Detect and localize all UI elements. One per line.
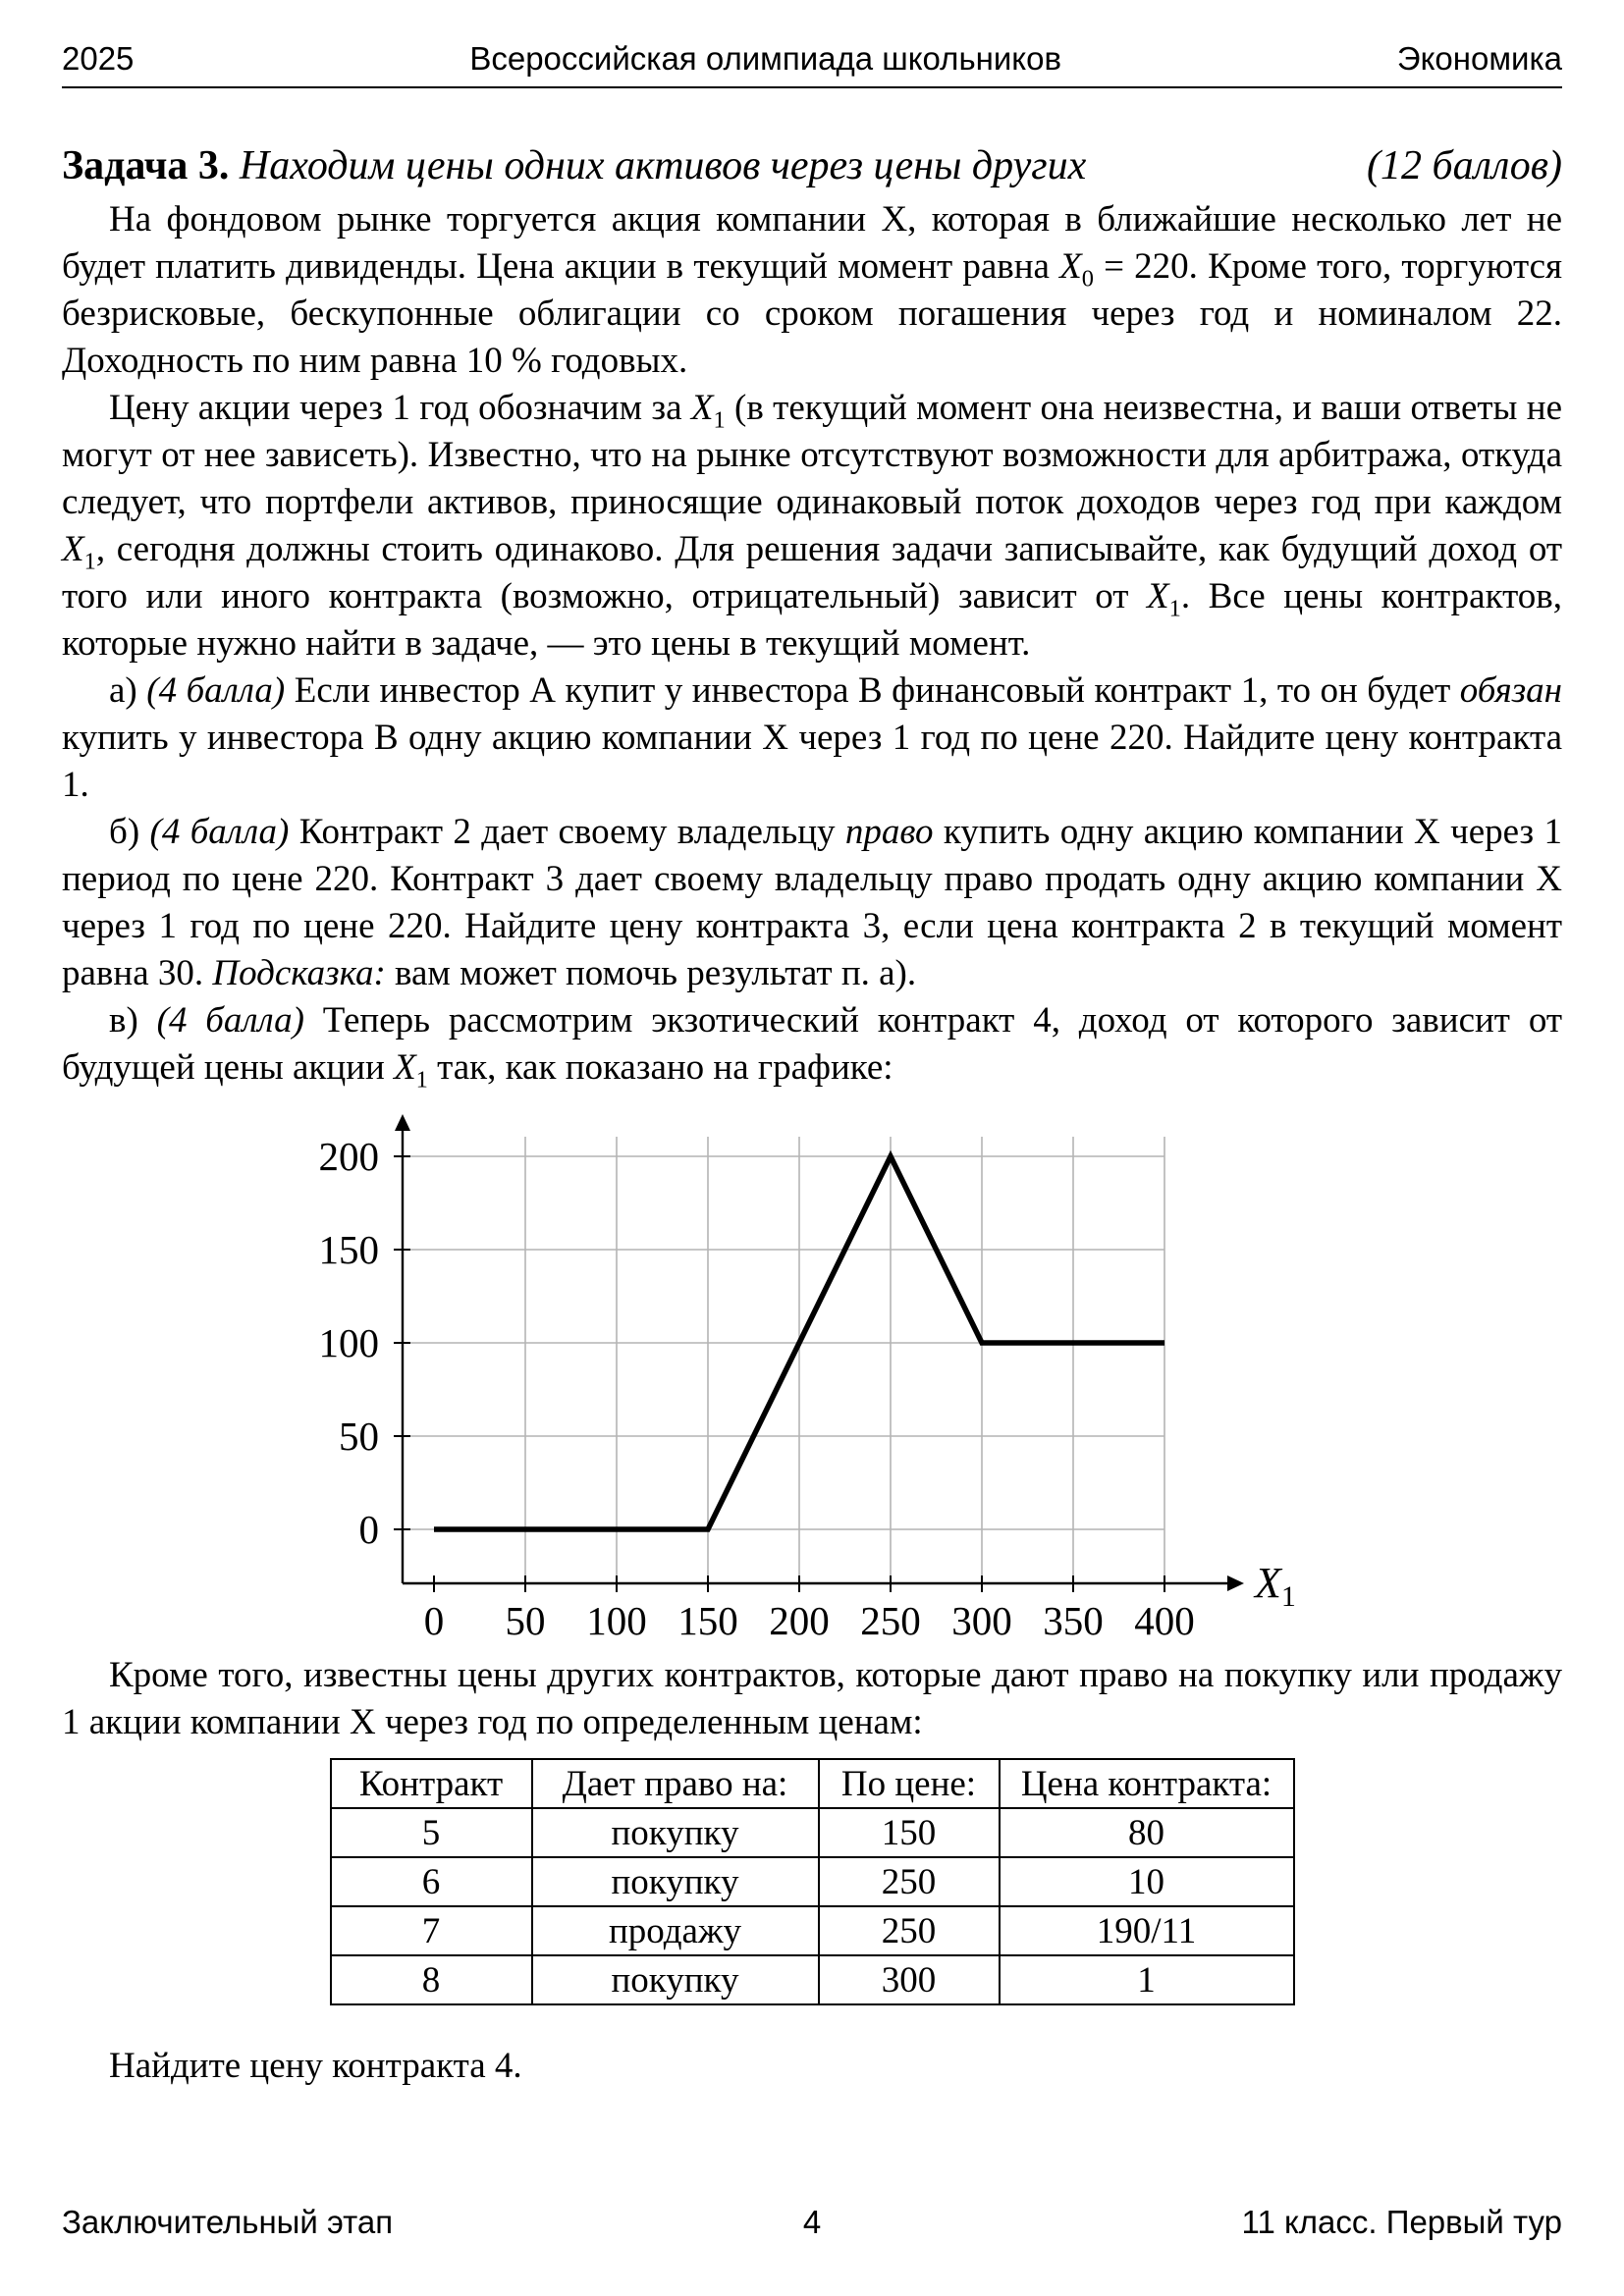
header-subject: Экономика [1396,40,1562,77]
part-points: (4 балла) [137,1000,323,1041]
table-cell: 250 [819,1906,1000,1955]
table-cell: 80 [1000,1808,1294,1857]
page-footer [62,2204,1562,2241]
text-run: На фондовом рынке торгуется акция компании X, которая в ближайшие несколько лет не будет платить дивиденды. Цена акции в текущий момент равна [62,199,1562,287]
paragraph-part-a [62,667,1562,809]
text-run: Контракт 2 дает своему владельцу [298,812,845,852]
emphasis: право [844,812,934,852]
svg-text:0: 0 [358,1507,379,1552]
paragraph-closing [62,2043,1562,2090]
svg-text:50: 50 [339,1414,379,1459]
subscript: 1 [415,1066,428,1094]
table-row [331,1808,1294,1857]
table-row [331,1857,1294,1906]
svg-text:100: 100 [318,1320,379,1365]
payoff-chart [316,1107,1308,1652]
table-cell: 10 [1000,1857,1294,1906]
text-run: Кроме того, известны цены других контрактов, которые дают право на покупку или продажу 1 акции компании Х через год по определенным ценам: [62,1655,1562,1742]
table-cell: продажу [532,1906,819,1955]
part-points: (4 балла) [136,670,295,711]
table-cell: 7 [331,1906,532,1955]
text-run: , сегодня должны стоить одинаково. Для решения задачи записывайте, как будущий доход от того или иного контракта (возможно, отрицательный) зависит от [62,529,1562,616]
header-title: Всероссийская олимпиада школьников [469,40,1061,77]
table-header-row [331,1759,1294,1808]
part-label: в) [109,1000,138,1041]
table-cell: 8 [331,1955,532,2004]
col-header-strike: По цене: [819,1759,1000,1808]
svg-text:0: 0 [423,1598,445,1643]
variable-x1: X [690,388,714,428]
col-header-price: Цена контракта: [1000,1759,1294,1808]
problem-subtitle: Находим цены одних активов через цены других [239,143,1087,188]
problem-number: Задача 3. [62,143,230,188]
paragraph-setup [62,385,1562,667]
svg-text:250: 250 [860,1598,921,1643]
problem-body [0,196,1624,2090]
text-run: Теперь рассмотрим экзотический контракт 4, доход от которого зависит от будущей цены акции [62,1000,1562,1088]
text-run: купить одну акцию компании Х через 1 период по цене 220. Контракт 3 дает своему владельцу право продать одну акцию компании Х через 1 год по цене 220. Найдите цену контракта 3, если цена контракта 2 в текущий момент равна 30. [62,812,1562,993]
table-cell: покупку [532,1857,819,1906]
page-header [0,0,1624,86]
svg-text:200: 200 [769,1598,830,1643]
footer-grade: 11 класс. Первый тур [1241,2204,1562,2240]
svg-text:300: 300 [951,1598,1012,1643]
problem-title [62,141,1562,190]
text-run: купить у инвестора В одну акцию компании X через 1 год по цене 220. Найдите цену контракта 1. [62,718,1562,805]
text-run: Найдите цену контракта 4. [109,2046,522,2086]
variable-x1: X [394,1047,416,1088]
subscript: 1 [713,406,726,434]
footer-stage: Заключительный этап [62,2204,394,2240]
contracts-table [330,1758,1295,2005]
table-cell: 250 [819,1857,1000,1906]
table-cell: 1 [1000,1955,1294,2004]
table-cell: 6 [331,1857,532,1906]
part-label: а) [109,670,137,711]
table-cell: 190/11 [1000,1906,1294,1955]
payoff-chart-svg [316,1107,1308,1652]
subscript: 1 [1168,595,1181,622]
svg-text:X1: $X_1$ [1255,1559,1296,1613]
text-run: . Все цены контрактов, которые нужно найти в задаче, — это цены в текущий момент. [62,576,1562,664]
problem-points: (12 баллов) [1367,143,1562,188]
header-rule [62,86,1562,88]
table-cell: покупку [532,1955,819,2004]
svg-text:100: 100 [586,1598,647,1643]
subscript: 0 [1081,265,1094,293]
text-run: так, как показано на графике: [427,1047,893,1088]
col-header-contract: Контракт [331,1759,532,1808]
text-run: = 220. Кроме того, торгуются безрисковые, бескупонные облигации со сроком погашения через год и номиналом 22. Доходность по ним равна 10 % годовых. [62,246,1563,381]
svg-text:50: 50 [505,1598,546,1643]
variable-x1: X [62,529,84,569]
variable-x1: X [1147,576,1169,616]
part-label: б) [109,812,140,852]
svg-text:200: 200 [318,1134,379,1179]
header-year: 2025 [62,40,135,77]
problem-title-text [62,141,1086,190]
part-points: (4 балла) [139,812,299,852]
svg-text:350: 350 [1043,1598,1104,1643]
variable-x0: X [1059,246,1082,287]
text-run: Если инвестор А купит у инвестора В финансовый контракт 1, то он будет [294,670,1460,711]
svg-text:150: 150 [677,1598,738,1643]
paragraph-part-b [62,809,1562,997]
svg-text:400: 400 [1134,1598,1195,1643]
text-run: Цену акции через 1 год обозначим за [109,388,691,428]
table-cell: 150 [819,1808,1000,1857]
emphasis: обязан [1459,670,1562,711]
text-run: вам может помочь результат п. а). [385,953,917,993]
table-cell: 5 [331,1808,532,1857]
svg-text:150: 150 [318,1227,379,1272]
subscript: 1 [83,548,96,575]
text-run: (в текущий момент она неизвестна, и ваши ответы не могут от нее зависеть). Известно, что на рынке отсутствуют возможности для арбитража, откуда следует, что портфели активов, приносящие одинаковый поток доходов через год при каждом [62,388,1562,522]
table-cell: 300 [819,1955,1000,2004]
footer-page-number: 4 [802,2204,822,2240]
table-cell: покупку [532,1808,819,1857]
table-row [331,1955,1294,2004]
table-row [331,1906,1294,1955]
col-header-right: Дает право на: [532,1759,819,1808]
paragraph-contracts-intro [62,1652,1562,1746]
paragraph-part-v [62,997,1562,1092]
paragraph-intro [62,196,1562,385]
emphasis: Подсказка: [212,953,386,993]
